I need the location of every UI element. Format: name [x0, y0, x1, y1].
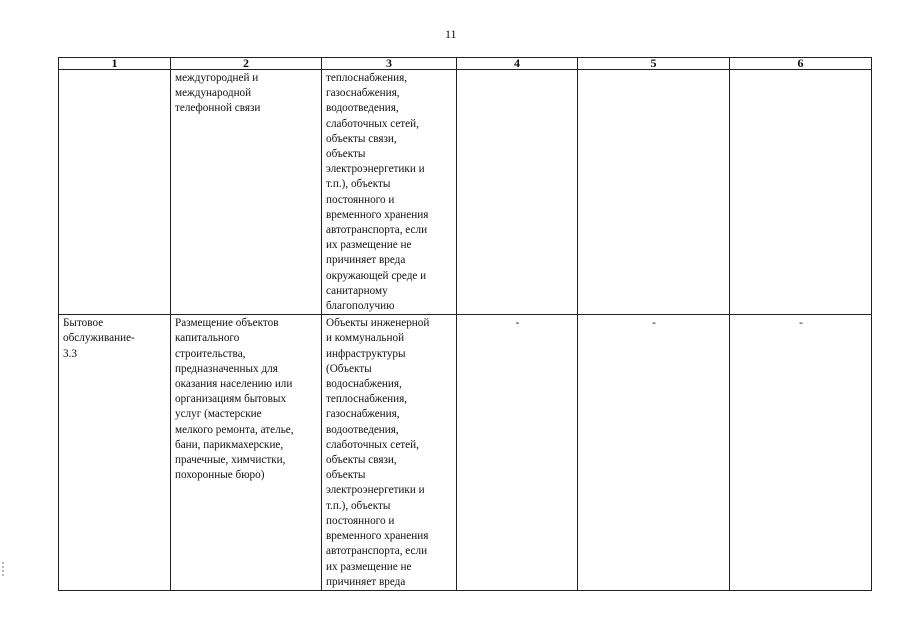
table-row: [59, 70, 872, 315]
scan-artifact: [2, 562, 4, 578]
page-number: 11: [445, 27, 457, 41]
column-header: 6: [730, 58, 872, 70]
land-use-table: [58, 57, 872, 591]
table-cell: -: [730, 315, 872, 591]
column-header: 2: [171, 58, 322, 70]
table-cell: Бытовое обслуживание- 3.3: [59, 315, 171, 591]
table-cell: Объекты инженерной и коммунальной инфраструктуры (Объекты водоснабжения, теплоснабжения, газоснабжения, водоотведения, слаботочных сетей, объекты связи, объекты электроэнергетики и т.п.), объекты постоянного и временного хранения автотранспорта, если их размещение не причиняет вреда: [322, 315, 457, 591]
column-header: 3: [322, 58, 457, 70]
table-cell: -: [457, 315, 578, 591]
table-cell: Размещение объектов капитального строительства, предназначенных для оказания населению или организациям бытовых услуг (мастерские мелкого ремонта, ателье, бани, парикмахерские, прачечные, химчистки, похоронные бюро): [171, 315, 322, 591]
table-row: [59, 315, 872, 591]
table-cell: [457, 70, 578, 315]
table-cell: [578, 70, 730, 315]
table-cell: междугородней и международной телефонной связи: [171, 70, 322, 315]
table-cell: [59, 70, 171, 315]
table-cell: [730, 70, 872, 315]
table-cell: теплоснабжения, газоснабжения, водоотведения, слаботочных сетей, объекты связи, объекты электроэнергетики и т.п.), объекты постоянного и временного хранения автотранспорта, если их размещение не причиняет вреда окружающей среде и санитарному благополучию: [322, 70, 457, 315]
column-header: 1: [59, 58, 171, 70]
header-row: [59, 58, 872, 70]
table-cell: -: [578, 315, 730, 591]
column-header: 4: [457, 58, 578, 70]
column-header: 5: [578, 58, 730, 70]
